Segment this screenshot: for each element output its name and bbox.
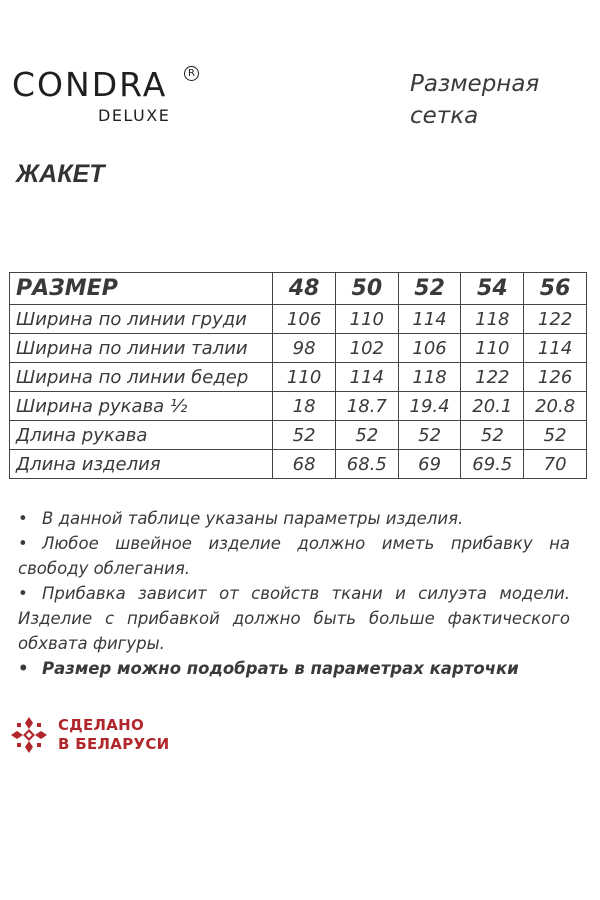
note-item (18, 506, 570, 531)
size-table-header (10, 273, 587, 305)
row-label: Ширина рукава ½ (10, 392, 273, 421)
note-item (18, 531, 570, 581)
size-56: 56 (524, 273, 587, 305)
cell-value: 114 (398, 305, 461, 334)
row-label: Ширина по линии бедер (10, 363, 273, 392)
table-row (10, 421, 587, 450)
made-in-line2: В БЕЛАРУСИ (58, 735, 170, 753)
cell-value: 98 (273, 334, 336, 363)
cell-value: 106 (398, 334, 461, 363)
row-label: Ширина по линии груди (10, 305, 273, 334)
cell-value: 118 (398, 363, 461, 392)
cell-value: 69 (398, 450, 461, 479)
cell-value: 110 (461, 334, 524, 363)
table-row (10, 392, 587, 421)
cell-value: 19.4 (398, 392, 461, 421)
registered-mark-icon: R (184, 66, 199, 81)
size-chart-title (410, 68, 590, 132)
cell-value: 126 (524, 363, 587, 392)
cell-value: 110 (273, 363, 336, 392)
size-54: 54 (461, 273, 524, 305)
cell-value: 122 (524, 305, 587, 334)
made-in-line1: СДЕЛАНО (58, 716, 145, 734)
bullet-icon: • (18, 659, 29, 678)
cell-value: 52 (524, 421, 587, 450)
bullet-icon: • (18, 584, 28, 603)
size-52: 52 (398, 273, 461, 305)
cell-value: 114 (335, 363, 398, 392)
notes-list (18, 506, 570, 681)
size-header-label: РАЗМЕР (10, 273, 273, 305)
size-chart-title-line1: Размерная (410, 71, 540, 97)
cell-value: 52 (398, 421, 461, 450)
cell-value: 114 (524, 334, 587, 363)
cell-value: 52 (335, 421, 398, 450)
cell-value: 68 (273, 450, 336, 479)
table-row (10, 363, 587, 392)
cell-value: 68.5 (335, 450, 398, 479)
note-item-bold (18, 656, 570, 681)
cell-value: 110 (335, 305, 398, 334)
belarus-ornament-icon (8, 714, 50, 756)
row-label: Длина изделия (10, 450, 273, 479)
note-text: Прибавка зависит от свойств ткани и силуэта модели. Изделие с прибавкой должно быть больше фактического обхвата фигуры. (18, 584, 570, 653)
brand-name: CONDRA (12, 65, 168, 104)
row-label: Ширина по линии талии (10, 334, 273, 363)
cell-value: 52 (273, 421, 336, 450)
cell-value: 52 (461, 421, 524, 450)
row-label: Длина рукава (10, 421, 273, 450)
cell-value: 122 (461, 363, 524, 392)
cell-value: 118 (461, 305, 524, 334)
cell-value: 20.1 (461, 392, 524, 421)
bullet-icon: • (18, 534, 28, 553)
table-row (10, 450, 587, 479)
note-text: В данной таблице указаны параметры изделия. (42, 509, 464, 528)
brand-logo (12, 62, 212, 132)
note-text: Размер можно подобрать в параметрах карточки (42, 659, 519, 678)
note-text: Любое швейное изделие должно иметь прибавку на свободу облегания. (18, 534, 570, 578)
table-row (10, 334, 587, 363)
product-title: ЖАКЕТ (16, 160, 105, 188)
size-table (9, 272, 587, 479)
size-48: 48 (273, 273, 336, 305)
brand-sub: DELUXE (98, 106, 171, 125)
cell-value: 18.7 (335, 392, 398, 421)
made-in-text (58, 716, 170, 754)
cell-value: 70 (524, 450, 587, 479)
made-in-belarus-badge (8, 714, 208, 764)
table-row (10, 305, 587, 334)
cell-value: 18 (273, 392, 336, 421)
cell-value: 102 (335, 334, 398, 363)
cell-value: 69.5 (461, 450, 524, 479)
cell-value: 106 (273, 305, 336, 334)
size-50: 50 (335, 273, 398, 305)
size-chart-title-line2: сетка (410, 103, 479, 129)
note-item (18, 581, 570, 656)
bullet-icon: • (18, 509, 28, 528)
cell-value: 20.8 (524, 392, 587, 421)
